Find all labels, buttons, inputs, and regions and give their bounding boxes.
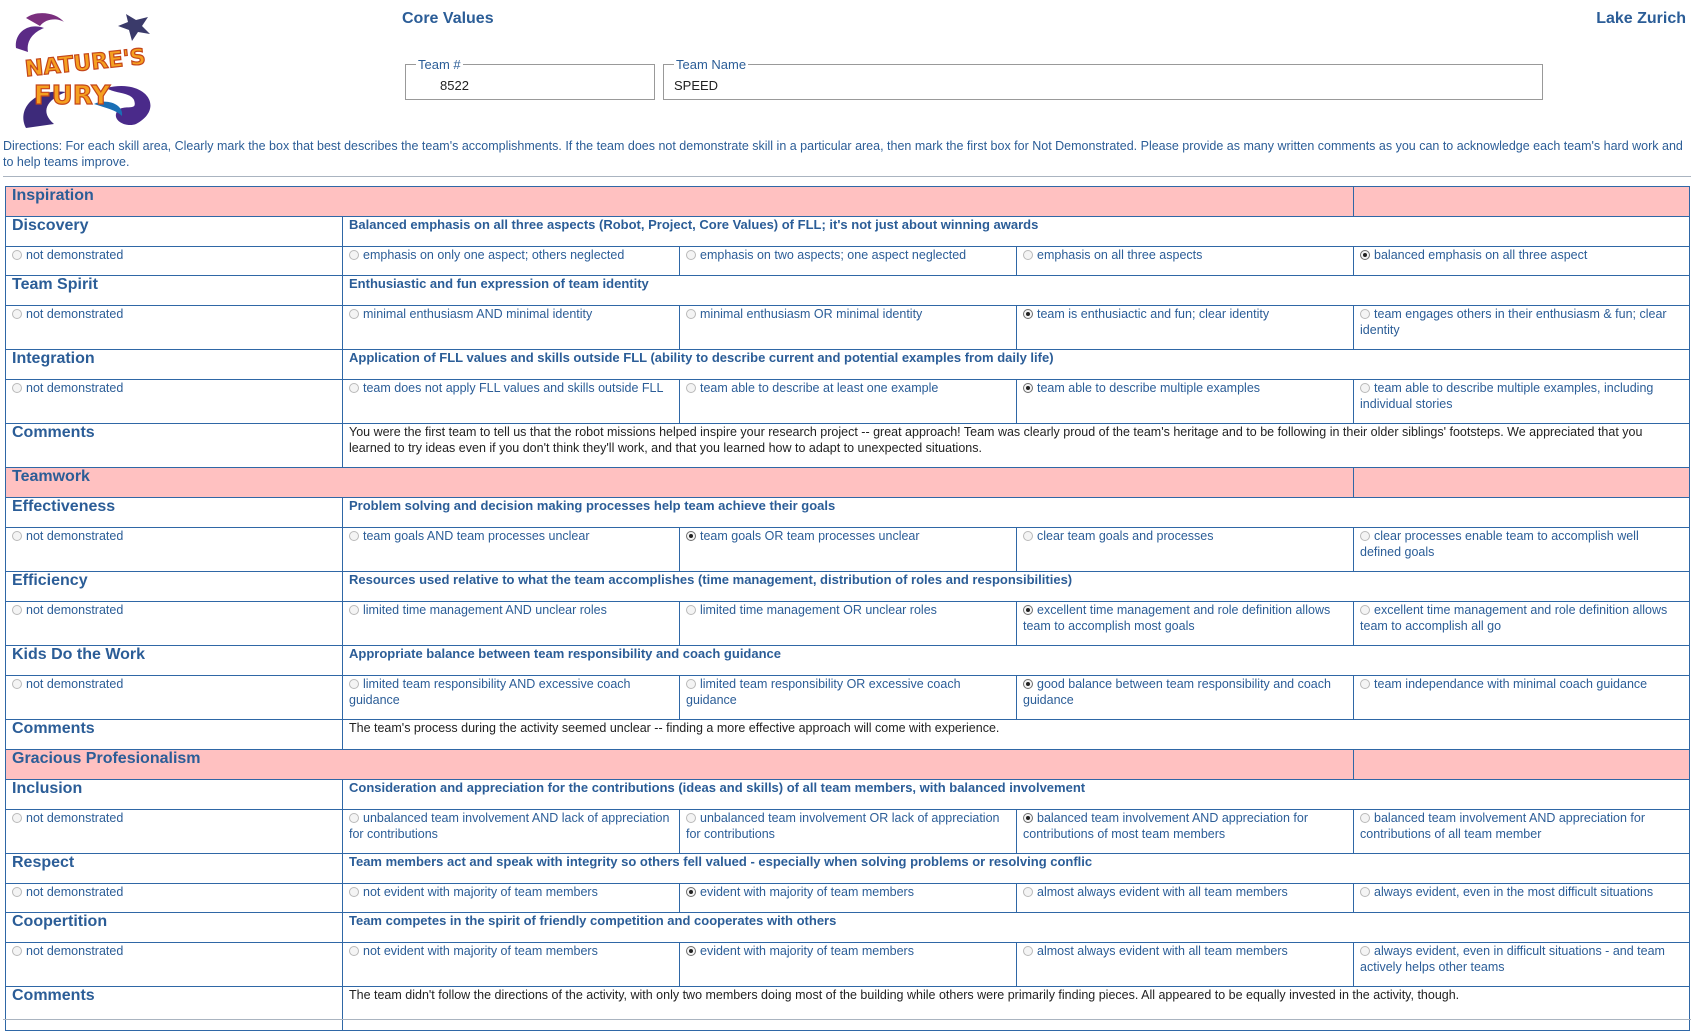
- category-name: Effectiveness: [6, 498, 343, 528]
- criteria-text: Appropriate balance between team responsibility and coach guidance: [343, 646, 1690, 676]
- radio-button[interactable]: [1360, 813, 1370, 823]
- radio-button[interactable]: [349, 887, 359, 897]
- team-name-field[interactable]: [663, 57, 1543, 100]
- rating-option[interactable]: [680, 810, 1017, 854]
- rating-option-label: not demonstrated: [26, 248, 124, 262]
- rating-option[interactable]: [680, 884, 1017, 913]
- radio-button[interactable]: [349, 250, 359, 260]
- radio-button[interactable]: [1360, 250, 1370, 260]
- radio-button[interactable]: [1360, 887, 1370, 897]
- category-name: Discovery: [6, 217, 343, 247]
- logo-text-bottom: FURY: [33, 81, 111, 111]
- rating-option-label: minimal enthusiasm AND minimal identity: [363, 307, 593, 321]
- radio-button[interactable]: [1023, 531, 1033, 541]
- divider: [3, 176, 1691, 177]
- section-title: Gracious Profesionalism: [6, 750, 1354, 780]
- rating-option[interactable]: [6, 943, 343, 987]
- section-title: Teamwork: [6, 468, 1354, 498]
- team-number-field[interactable]: [405, 57, 655, 100]
- rating-option-label: not demonstrated: [26, 885, 124, 899]
- rating-option[interactable]: [1017, 380, 1354, 424]
- rating-option-label: clear team goals and processes: [1037, 529, 1214, 543]
- rating-option-label: not demonstrated: [26, 677, 124, 691]
- radio-button[interactable]: [12, 887, 22, 897]
- rating-option-label: always evident, even in difficult situations - and team actively helps other teams: [1360, 944, 1665, 974]
- rating-option-label: not demonstrated: [26, 603, 124, 617]
- rating-option[interactable]: [1017, 602, 1354, 646]
- radio-button[interactable]: [12, 946, 22, 956]
- rating-option-label: unbalanced team involvement OR lack of appreciation for contributions: [686, 811, 1000, 841]
- rating-option[interactable]: [1354, 884, 1690, 913]
- rating-option-label: team is enthusiactic and fun; clear identity: [1037, 307, 1270, 321]
- criteria-text: Problem solving and decision making processes help team achieve their goals: [343, 498, 1690, 528]
- rating-option-label: team able to describe multiple examples, including individual stories: [1360, 381, 1654, 411]
- rating-option[interactable]: [1354, 602, 1690, 646]
- rubric-table: [5, 186, 1690, 1031]
- section-score-cell: [1354, 468, 1690, 498]
- rating-option-label: clear processes enable team to accomplish well defined goals: [1360, 529, 1639, 559]
- radio-button[interactable]: [686, 605, 696, 615]
- rating-option[interactable]: [343, 676, 680, 720]
- team-number-value[interactable]: 8522: [440, 78, 469, 93]
- rating-option[interactable]: [6, 676, 343, 720]
- rating-option[interactable]: [1017, 247, 1354, 276]
- rating-option[interactable]: [1354, 943, 1690, 987]
- rating-option-label: balanced emphasis on all three aspect: [1374, 248, 1588, 262]
- radio-button[interactable]: [686, 813, 696, 823]
- comments-text[interactable]: You were the first team to tell us that the robot missions helped inspire your research project -- great approach! Team was clearly proud of the team's heritage and to be following in their older siblings' footsteps. We appreciated that you learned to try ideas even if you don't think they'll work, and that you learned how to adapt to unexpected situations.: [343, 424, 1690, 468]
- radio-button[interactable]: [1023, 813, 1033, 823]
- rating-option[interactable]: [343, 943, 680, 987]
- rating-option-label: emphasis on all three aspects: [1037, 248, 1203, 262]
- rating-option-label: team able to describe at least one example: [700, 381, 939, 395]
- radio-button[interactable]: [349, 605, 359, 615]
- rating-option[interactable]: [680, 528, 1017, 572]
- radio-button[interactable]: [1360, 605, 1370, 615]
- rating-option[interactable]: [1017, 884, 1354, 913]
- rating-option-label: team able to describe multiple examples: [1037, 381, 1261, 395]
- rating-option[interactable]: [343, 884, 680, 913]
- comments-label: Comments: [6, 424, 343, 468]
- rating-option[interactable]: [6, 247, 343, 276]
- radio-button[interactable]: [1360, 383, 1370, 393]
- radio-button[interactable]: [1023, 946, 1033, 956]
- rating-option[interactable]: [6, 602, 343, 646]
- rating-option[interactable]: [680, 602, 1017, 646]
- comments-label: Comments: [6, 720, 343, 750]
- rating-option[interactable]: [6, 810, 343, 854]
- rating-option[interactable]: [680, 676, 1017, 720]
- category-name: Kids Do the Work: [6, 646, 343, 676]
- rating-option-label: balanced team involvement AND appreciation for contributions of most team members: [1023, 811, 1308, 841]
- rating-option[interactable]: [1017, 676, 1354, 720]
- radio-button[interactable]: [1023, 679, 1033, 689]
- logo-text-top: NATURE'S: [23, 44, 147, 83]
- rating-option[interactable]: [680, 247, 1017, 276]
- rating-option-label: limited time management AND unclear roles: [363, 603, 607, 617]
- radio-button[interactable]: [349, 309, 359, 319]
- rating-option[interactable]: [1017, 810, 1354, 854]
- radio-button[interactable]: [686, 946, 696, 956]
- radio-button[interactable]: [12, 813, 22, 823]
- rating-option[interactable]: [1354, 380, 1690, 424]
- rating-option-label: always evident, even in the most difficult situations: [1374, 885, 1654, 899]
- team-name-value[interactable]: SPEED: [674, 78, 719, 93]
- category-name: Respect: [6, 854, 343, 884]
- rating-option-label: team does not apply FLL values and skills outside FLL: [363, 381, 664, 395]
- radio-button[interactable]: [686, 309, 696, 319]
- rating-option[interactable]: [6, 528, 343, 572]
- rating-option[interactable]: [680, 943, 1017, 987]
- rating-option-label: almost always evident with all team members: [1037, 885, 1288, 899]
- rating-option[interactable]: [680, 306, 1017, 350]
- rating-option-label: limited time management OR unclear roles: [700, 603, 937, 617]
- radio-button[interactable]: [12, 531, 22, 541]
- category-name: Coopertition: [6, 913, 343, 943]
- radio-button[interactable]: [1023, 887, 1033, 897]
- radio-button[interactable]: [12, 679, 22, 689]
- rating-option-label: team goals OR team processes unclear: [700, 529, 920, 543]
- criteria-text: Resources used relative to what the team accomplishes (time management, distribution of roles and responsibilities): [343, 572, 1690, 602]
- page-title: Core Values: [402, 10, 494, 27]
- radio-button[interactable]: [1360, 679, 1370, 689]
- radio-button[interactable]: [1360, 946, 1370, 956]
- rating-option[interactable]: [6, 306, 343, 350]
- rating-option[interactable]: [1354, 676, 1690, 720]
- radio-button[interactable]: [12, 383, 22, 393]
- category-name: Integration: [6, 350, 343, 380]
- rating-option-label: minimal enthusiasm OR minimal identity: [700, 307, 923, 321]
- rating-option[interactable]: [1017, 528, 1354, 572]
- criteria-text: Team members act and speak with integrity so others fell valued - especially when solving problems or resolving conflic: [343, 854, 1690, 884]
- rating-option[interactable]: [1017, 943, 1354, 987]
- comments-text[interactable]: The team didn't follow the directions of the activity, with only two members doing most of the building while others were primarily finding pieces. All appeared to be equally invested in the activity, though.: [343, 987, 1690, 1031]
- rating-option[interactable]: [1354, 528, 1690, 572]
- radio-button[interactable]: [1023, 309, 1033, 319]
- rating-option[interactable]: [343, 306, 680, 350]
- radio-button[interactable]: [686, 679, 696, 689]
- rating-option-label: not demonstrated: [26, 944, 124, 958]
- radio-button[interactable]: [686, 887, 696, 897]
- criteria-text: Enthusiastic and fun expression of team identity: [343, 276, 1690, 306]
- rating-option-label: balanced team involvement AND appreciation for contributions of all team member: [1360, 811, 1646, 841]
- radio-button[interactable]: [1360, 309, 1370, 319]
- rating-option-label: excellent time management and role definition allows team to accomplish most goals: [1023, 603, 1331, 633]
- rating-option-label: team engages others in their enthusiasm & fun; clear identity: [1360, 307, 1667, 337]
- radio-button[interactable]: [349, 679, 359, 689]
- radio-button[interactable]: [349, 946, 359, 956]
- radio-button[interactable]: [686, 250, 696, 260]
- rating-option-label: good balance between team responsibility and coach guidance: [1023, 677, 1331, 707]
- rating-option[interactable]: [1017, 306, 1354, 350]
- rating-option[interactable]: [343, 810, 680, 854]
- radio-button[interactable]: [1023, 605, 1033, 615]
- rating-option-label: almost always evident with all team members: [1037, 944, 1288, 958]
- rating-option-label: not demonstrated: [26, 381, 124, 395]
- radio-button[interactable]: [686, 383, 696, 393]
- rating-option-label: not evident with majority of team members: [363, 944, 598, 958]
- rating-option-label: not evident with majority of team members: [363, 885, 598, 899]
- rating-option-label: excellent time management and role definition allows team to accomplish all go: [1360, 603, 1668, 633]
- comments-label: Comments: [6, 987, 343, 1031]
- rating-option-label: emphasis on two aspects; one aspect neglected: [700, 248, 967, 262]
- radio-button[interactable]: [349, 531, 359, 541]
- rating-option[interactable]: [1354, 247, 1690, 276]
- rating-option-label: evident with majority of team members: [700, 944, 914, 958]
- radio-button[interactable]: [349, 383, 359, 393]
- rating-option[interactable]: [1354, 306, 1690, 350]
- rating-option-label: team independance with minimal coach guidance: [1374, 677, 1648, 691]
- rating-option-label: not demonstrated: [26, 529, 124, 543]
- criteria-text: Team competes in the spirit of friendly competition and cooperates with others: [343, 913, 1690, 943]
- rating-option[interactable]: [343, 528, 680, 572]
- comments-text[interactable]: The team's process during the activity seemed unclear -- finding a more effective approach will come with experience.: [343, 720, 1690, 750]
- rating-option[interactable]: [343, 380, 680, 424]
- rating-option-label: not demonstrated: [26, 307, 124, 321]
- criteria-text: Application of FLL values and skills outside FLL (ability to describe current and potential examples from daily life): [343, 350, 1690, 380]
- criteria-text: Consideration and appreciation for the contributions (ideas and skills) of all team members, with balanced involvement: [343, 780, 1690, 810]
- rating-option[interactable]: [680, 380, 1017, 424]
- radio-button[interactable]: [686, 531, 696, 541]
- radio-button[interactable]: [12, 309, 22, 319]
- rating-option[interactable]: [6, 380, 343, 424]
- criteria-text: Balanced emphasis on all three aspects (Robot, Project, Core Values) of FLL; it's not just about winning awards: [343, 217, 1690, 247]
- rating-option-label: limited team responsibility AND excessive coach guidance: [349, 677, 631, 707]
- rating-option-label: evident with majority of team members: [700, 885, 914, 899]
- radio-button[interactable]: [1023, 383, 1033, 393]
- radio-button[interactable]: [1360, 531, 1370, 541]
- category-name: Efficiency: [6, 572, 343, 602]
- rating-option-label: unbalanced team involvement AND lack of appreciation for contributions: [349, 811, 670, 841]
- rating-option-label: limited team responsibility OR excessive coach guidance: [686, 677, 961, 707]
- category-name: Inclusion: [6, 780, 343, 810]
- location-label: Lake Zurich: [1596, 10, 1686, 27]
- section-score-cell: [1354, 187, 1690, 217]
- rating-option[interactable]: [6, 884, 343, 913]
- section-title: Inspiration: [6, 187, 1354, 217]
- directions-text: Directions: For each skill area, Clearly mark the box that best describes the team's accomplishments. If the team does not demonstrate skill in a particular area, then mark the first box for Not Demonstrated. Please provide as many written comments as you can to acknowledge each team's hard work and to help teams improve.: [3, 139, 1683, 169]
- rating-option[interactable]: [343, 602, 680, 646]
- radio-button[interactable]: [1023, 250, 1033, 260]
- rating-option[interactable]: [343, 247, 680, 276]
- bottom-divider: [3, 1019, 1691, 1020]
- rating-option-label: team goals AND team processes unclear: [363, 529, 590, 543]
- radio-button[interactable]: [12, 605, 22, 615]
- section-score-cell: [1354, 750, 1690, 780]
- rating-option-label: emphasis on only one aspect; others neglected: [363, 248, 625, 262]
- team-number-label: Team #: [418, 57, 461, 72]
- radio-button[interactable]: [12, 250, 22, 260]
- rating-option-label: not demonstrated: [26, 811, 124, 825]
- rating-option[interactable]: [1354, 810, 1690, 854]
- team-name-label: Team Name: [676, 57, 747, 72]
- category-name: Team Spirit: [6, 276, 343, 306]
- natures-fury-logo: [6, 8, 166, 133]
- radio-button[interactable]: [349, 813, 359, 823]
